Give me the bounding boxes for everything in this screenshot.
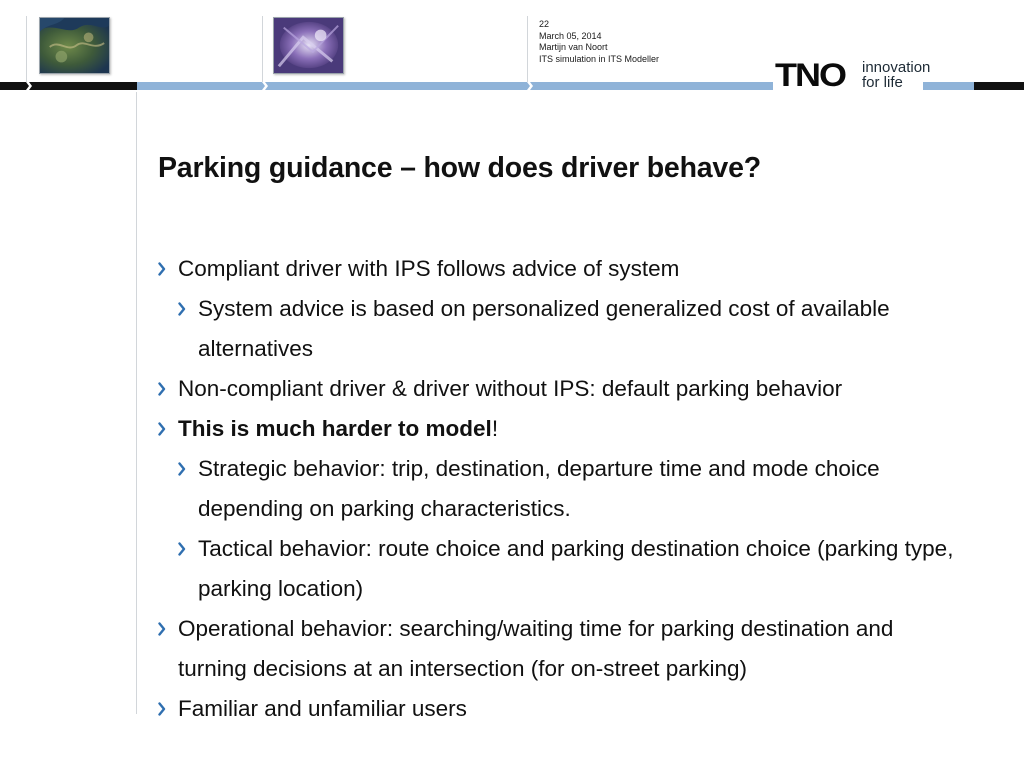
slide-author: Martijn van Noort bbox=[539, 42, 608, 52]
content-divider bbox=[136, 92, 137, 714]
bullet-item bbox=[158, 249, 958, 289]
bullet-item bbox=[178, 289, 958, 369]
bullet-item bbox=[178, 529, 958, 609]
chevron-right-icon bbox=[178, 449, 192, 489]
bullet-text: Compliant driver with IPS follows advice of system bbox=[178, 256, 680, 281]
bullet-text: System advice is based on personalized generalized cost of available alternatives bbox=[198, 296, 890, 361]
bullet-item bbox=[178, 449, 958, 529]
header-divider bbox=[527, 16, 528, 82]
bullet-text: Tactical behavior: route choice and parking destination choice (parking type, parking location) bbox=[198, 536, 954, 601]
bullet-item bbox=[158, 369, 958, 409]
band-notch bbox=[527, 82, 533, 90]
abstract-purple-image bbox=[273, 17, 344, 74]
chevron-right-icon bbox=[158, 249, 172, 289]
bullet-text: Operational behavior: searching/waiting time for parking destination and turning decisions at an intersection (for on-street parking) bbox=[178, 616, 894, 681]
logo-tagline-line1: innovation bbox=[862, 59, 931, 76]
bullet-text: Strategic behavior: trip, destination, departure time and mode choice depending on parking characteristics. bbox=[198, 456, 880, 521]
logo-tagline-line2: for life bbox=[862, 74, 903, 91]
bullet-item bbox=[158, 609, 958, 689]
chevron-right-icon bbox=[178, 529, 192, 569]
header-divider bbox=[262, 16, 263, 82]
bullet-text: Familiar and unfamiliar users bbox=[178, 696, 467, 721]
slide-meta bbox=[539, 19, 659, 65]
bullet-item bbox=[158, 689, 958, 729]
header-band-dark bbox=[0, 82, 137, 90]
chevron-right-icon bbox=[158, 369, 172, 409]
band-notch bbox=[262, 82, 268, 90]
bullet-text-bold: This is much harder to model bbox=[178, 416, 492, 441]
bullet-text: Non-compliant driver & driver without IPS: default parking behavior bbox=[178, 376, 843, 401]
page-number: 22 bbox=[539, 19, 550, 29]
header-band-blue bbox=[137, 82, 773, 90]
chevron-right-icon bbox=[158, 609, 172, 649]
band-notch bbox=[26, 82, 32, 90]
bullet-list bbox=[158, 249, 958, 729]
chevron-right-icon bbox=[178, 289, 192, 329]
chevron-right-icon bbox=[158, 409, 172, 449]
header-divider bbox=[26, 16, 27, 82]
bullet-text: ! bbox=[491, 416, 499, 441]
tno-logo bbox=[773, 56, 931, 97]
slide-date: March 05, 2014 bbox=[539, 30, 602, 41]
chevron-right-icon bbox=[158, 689, 172, 729]
header-band-dark bbox=[974, 82, 1024, 90]
presentation-title: ITS simulation in ITS Modeller bbox=[539, 53, 660, 64]
satellite-map-image bbox=[39, 17, 110, 74]
logo-mark: TNO bbox=[775, 56, 845, 94]
slide-title: Parking guidance – how does driver behave? bbox=[158, 152, 761, 184]
bullet-item bbox=[158, 409, 958, 449]
logo-tagline bbox=[862, 60, 930, 90]
